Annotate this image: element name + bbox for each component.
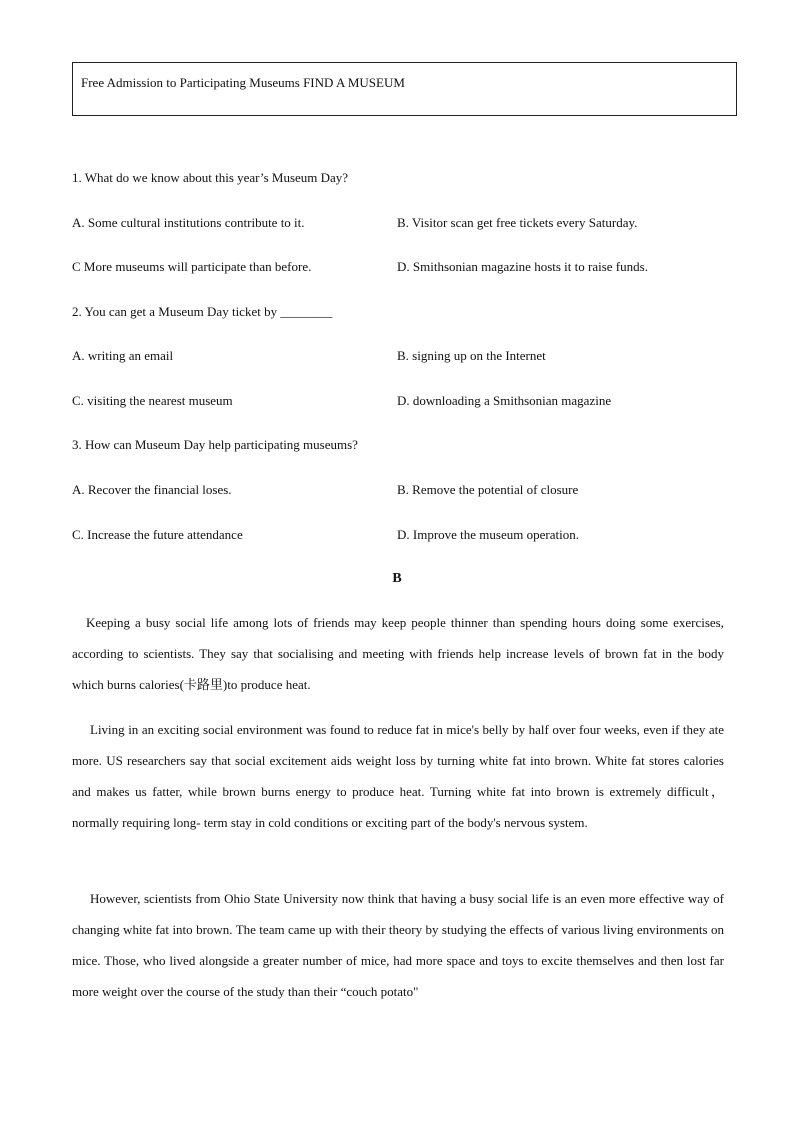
question-1-option-b: B. Visitor scan get free tickets every Saturday. <box>397 215 638 230</box>
question-1-option-d: D. Smithsonian magazine hosts it to raise funds. <box>397 259 648 274</box>
question-3-option-b: B. Remove the potential of closure <box>397 482 579 497</box>
passage-paragraph-1-text: Keeping a busy social life among lots of friends may keep people thinner than spending hours doing some exercises, according to scientists. They say that socialising and meeting with friends help increase levels of brown fat in the body which burns calories(卡路里)to produce heat. <box>72 615 724 692</box>
section-b-heading: B <box>392 571 402 586</box>
question-1-option-c: C More museums will participate than before. <box>72 259 312 274</box>
question-2-option-c: C. visiting the nearest museum <box>72 393 233 408</box>
passage-paragraph-1 <box>72 607 724 700</box>
question-2-option-b: B. signing up on the Internet <box>397 348 546 363</box>
question-1-option-a: A. Some cultural institutions contribute to it. <box>72 215 305 230</box>
question-3-option-d: D. Improve the museum operation. <box>397 527 579 542</box>
header-box-text: Free Admission to Participating Museums FIND A MUSEUM <box>81 75 405 90</box>
passage-paragraph-3 <box>72 883 724 1007</box>
question-2-option-d: D. downloading a Smithsonian magazine <box>397 393 612 408</box>
passage-paragraph-2 <box>72 714 724 838</box>
passage-paragraph-3-text: However, scientists from Ohio State University now think that having a busy social life is an even more effective way of changing white fat into brown. The team came up with their theory by studying the effects of various living environments on mice. Those, who lived alongside a greater number of mice, had more space and toys to excite themselves and then lost far more weight over the course of the study than their “couch potato" <box>72 891 724 999</box>
question-1-stem: 1. What do we know about this year’s Museum Day? <box>72 170 349 185</box>
header-box <box>72 62 737 116</box>
question-3-option-c: C. Increase the future attendance <box>72 527 243 542</box>
question-3-stem: 3. How can Museum Day help participating museums? <box>72 437 358 452</box>
question-2-stem: 2. You can get a Museum Day ticket by ________ <box>72 304 333 319</box>
question-2-option-a: A. writing an email <box>72 348 174 363</box>
passage-paragraph-2-text: Living in an exciting social environment was found to reduce fat in mice's belly by half over four weeks, even if they ate more. US researchers say that social excitement aids weight loss by turning white fat into brown. White fat stores calories and makes us fatter, while brown burns energy to produce heat. Turning white fat into brown is extremely difficult，normally requiring long- term stay in cold conditions or exciting part of the body's nervous system. <box>72 722 724 830</box>
question-3-option-a: A. Recover the financial loses. <box>72 482 232 497</box>
